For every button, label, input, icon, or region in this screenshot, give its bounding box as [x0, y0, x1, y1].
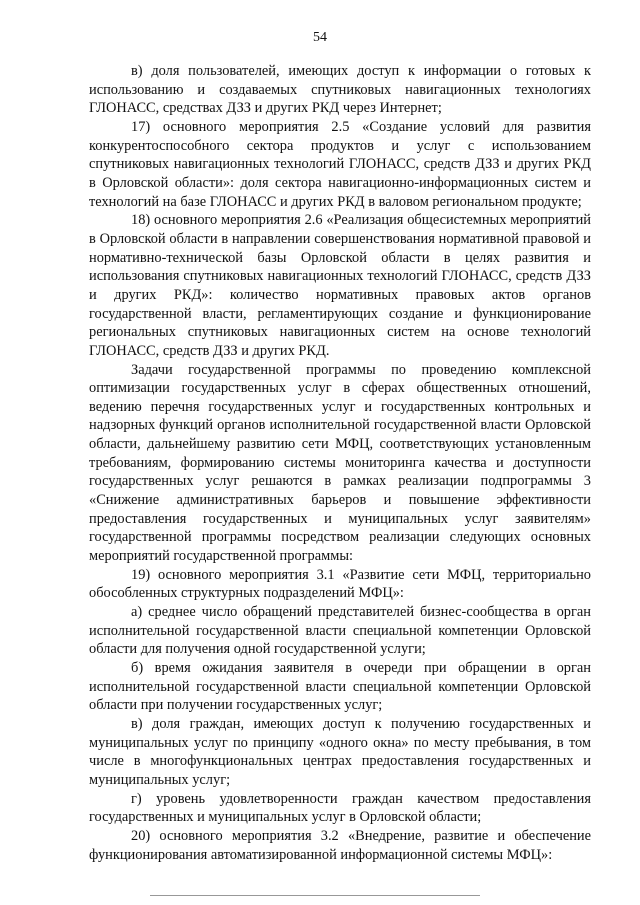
paragraph-item-v-one-window: в) доля граждан, имеющих доступ к получению государственных и муниципальных услуг по принципу «одного окна» по месту пребывания, в том числе в многофункциональных центрах предоставления государственных и муниципальных услуг; — [89, 715, 591, 788]
paragraph-item-v-users-access: в) доля пользователей, имеющих доступ к информации о готовых к использованию и создаваемых спутниковых навигационных технологиях ГЛОНАСС, средствах ДЗЗ и других РКД через Интернет; — [89, 63, 591, 117]
document-body — [89, 62, 591, 864]
paragraph-item-a-business-requests: а) среднее число обращений представителей бизнес-сообщества в орган исполнительной государственной власти специальной компетенции Орловской области для получения одной государственной услуги; — [89, 604, 591, 658]
paragraph-program-tasks: Задачи государственной программы по проведению комплексной оптимизации государственных услуг в сферах общественных отношений, ведению перечня государственных услуг и государственных контрольных и надзорных функций органов исполнительной государственной власти Орловской области, дальнейшему развитию сети МФЦ, соответствующих установленным требованиям, формированию системы мониторинга качества и доступности государственных услуг решаются в рамках реализации подпрограммы 3 «Снижение административных барьеров и повышение эффективности предоставления государственных и муниципальных услуг заявителям» государственной программы посредством реализации следующих основных мероприятий государственной программы: — [89, 361, 591, 565]
paragraph-measure-3-2: 20) основного мероприятия 3.2 «Внедрение, развитие и обеспечение функционирования автоматизированной информационной системы МФЦ»: — [89, 827, 591, 863]
paragraph-measure-3-1: 19) основного мероприятия 3.1 «Развитие сети МФЦ, территориально обособленных структурных подразделений МФЦ»: — [89, 566, 591, 602]
paragraph-item-g-satisfaction: г) уровень удовлетворенности граждан качеством предоставления государственных и муниципальных услуг в Орловской области; — [89, 790, 591, 826]
scan-bottom-edge — [150, 895, 480, 896]
paragraph-measure-2-5: 17) основного мероприятия 2.5 «Создание условий для развития конкурентоспособного сектора продуктов и услуг с использованием спутниковых навигационных технологий ГЛОНАСС, средств ДЗЗ и других РКД в Орловской области»: доля сектора навигационно-информационных систем и технологий на базе ГЛОНАСС и других РКД в валовом региональном продукте; — [89, 118, 591, 210]
page-number: 54 — [313, 30, 327, 45]
paragraph-measure-2-6: 18) основного мероприятия 2.6 «Реализация общесистемных мероприятий в Орловской области в направлении совершенствования нормативной правовой и нормативно-технической базы Орловской области в целях развития и использования спутниковых навигационных технологий ГЛОНАСС, средств ДЗЗ и других РКД»: количество нормативных правовых актов органов государственной власти, регламентирующих создание и функционирование региональных спутниковых навигационных систем на основе технологий ГЛОНАСС, средств ДЗЗ и других РКД. — [89, 212, 591, 359]
paragraph-item-b-waiting-time: б) время ожидания заявителя в очереди при обращении в орган исполнительной государственной власти специальной компетенции Орловской области при получении государственных услуг; — [89, 660, 591, 714]
